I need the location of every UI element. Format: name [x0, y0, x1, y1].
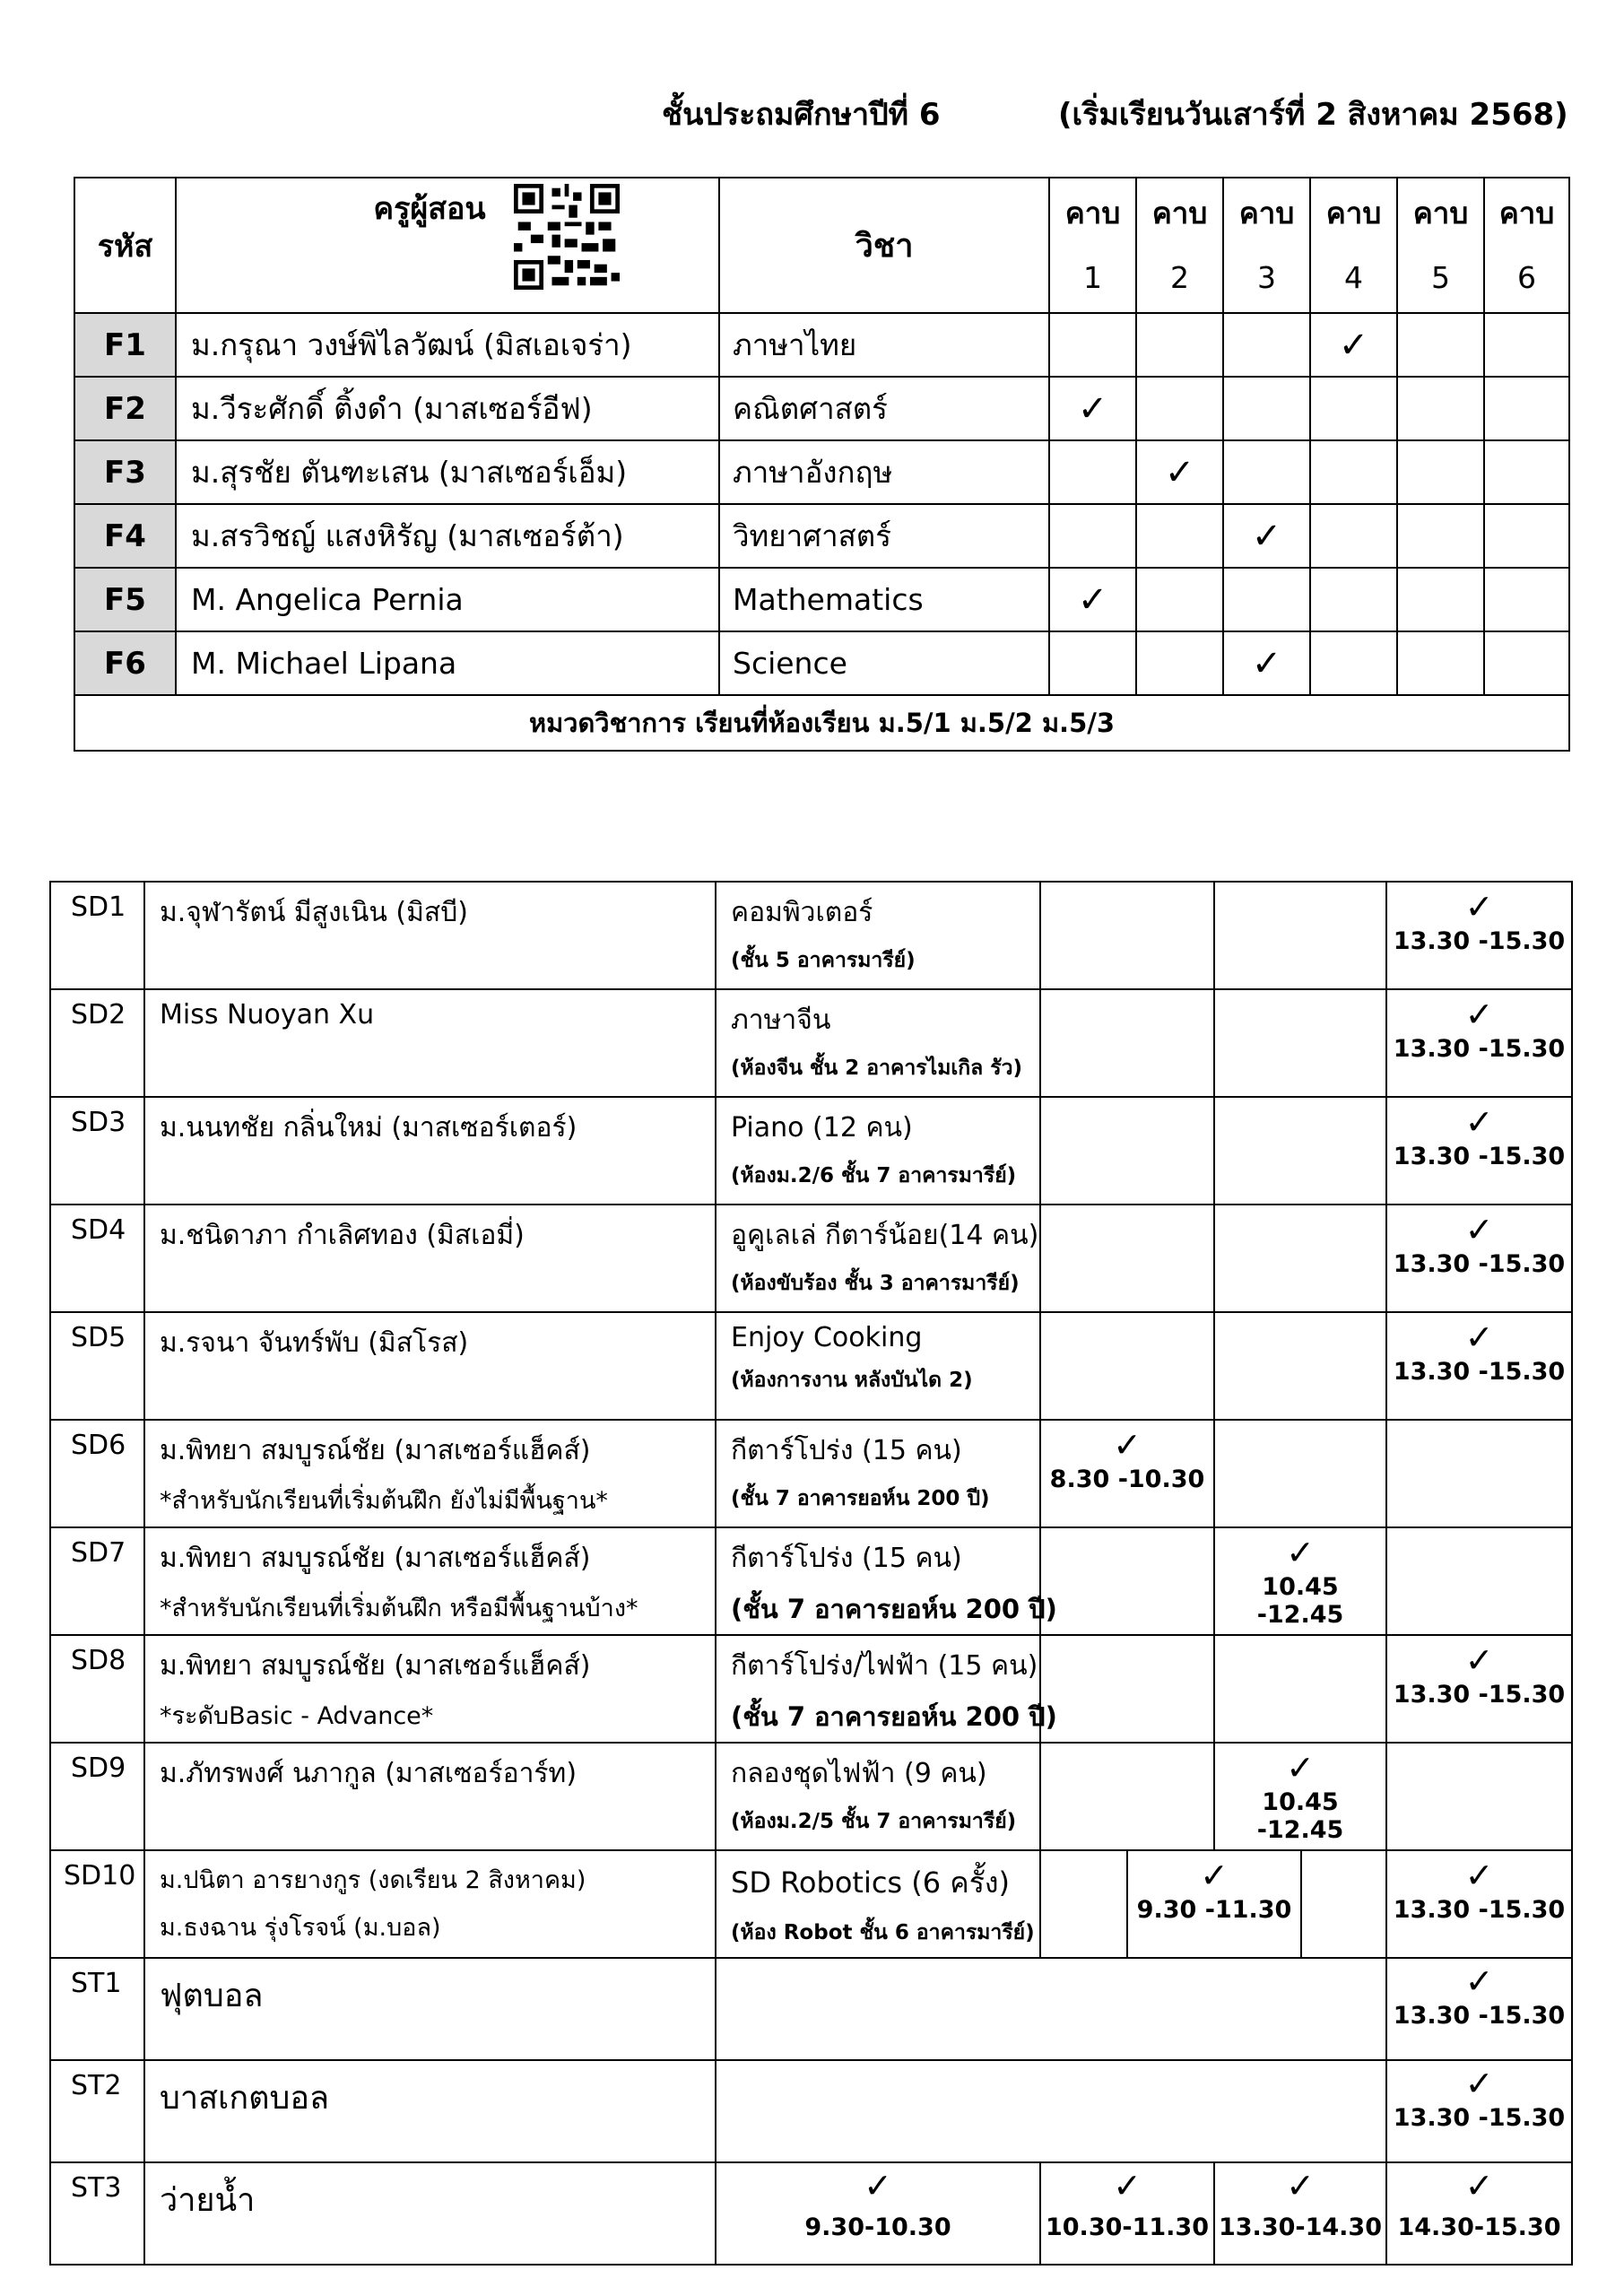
row-code: SD6	[50, 1420, 144, 1527]
time-range: 13.30 -15.30	[1393, 1896, 1566, 1924]
time-range: 13.30 -15.30	[1393, 2104, 1566, 2132]
check-mark-icon: ✓	[1464, 1102, 1494, 1142]
period-cell	[1310, 568, 1397, 631]
check-mark-icon: ✓	[1223, 504, 1310, 568]
check-mark-icon: ✓	[1286, 1533, 1315, 1572]
period-cell	[1397, 504, 1484, 568]
teacher-cell	[144, 1312, 716, 1420]
subject-name: อูคูเลเล่ กีตาร์น้อย(14 คน)	[731, 1220, 1039, 1251]
period-cell	[1136, 377, 1223, 440]
subject-cell	[716, 1205, 1040, 1312]
empty-slot	[1040, 1205, 1214, 1312]
period-word: คาบ	[1412, 195, 1469, 230]
empty-slot	[716, 2060, 1386, 2162]
room-location: (ชั้น 7 อาคารยอห์น 200 ปี)	[731, 1594, 1057, 1624]
time-range: 10.45 -12.45	[1256, 1788, 1344, 1844]
row-code: F4	[74, 504, 176, 568]
teacher-name: ม.กรุณา วงษ์พิไลวัฒน์ (มิสเอเจร่า)	[176, 313, 719, 377]
col-subject-header: วิชา	[719, 178, 1049, 313]
check-mark-icon: ✓	[1310, 313, 1397, 377]
sport-name: บาสเกตบอล	[144, 2060, 716, 2162]
period-cell	[1397, 631, 1484, 695]
period-cell	[1136, 631, 1223, 695]
check-mark-icon: ✓	[1049, 568, 1136, 631]
period-cell	[1484, 631, 1569, 695]
teacher-note: *ระดับBasic - Advance*	[160, 1702, 434, 1730]
col-teacher-header	[176, 178, 719, 313]
teacher-name: ม.จุฬารัตน์ มีสูงเนิน (มิสบี)	[160, 897, 468, 928]
check-mark-icon: ✓	[1464, 2166, 1494, 2205]
teacher-note: *สำหรับนักเรียนที่เริ่มต้นฝึก ยังไม่มีพื้นฐาน*	[160, 1487, 608, 1515]
teacher-cell	[144, 1635, 716, 1743]
empty-slot	[1040, 882, 1214, 989]
check-mark-icon: ✓	[1286, 2166, 1315, 2205]
empty-slot	[1214, 1420, 1386, 1527]
table-row	[74, 440, 1569, 504]
check-mark-icon: ✓	[1464, 887, 1494, 926]
check-mark-icon: ✓	[1464, 1318, 1494, 1357]
teacher-name: ม.ชนิดาภา กำเลิศทอง (มิสเอมี่)	[160, 1220, 525, 1251]
period-cell	[1049, 440, 1136, 504]
teacher-cell	[144, 882, 716, 989]
check-mark-icon: ✓	[1113, 2166, 1142, 2205]
subject-cell	[716, 1527, 1057, 1635]
subject-name: กลองชุดไฟฟ้า (9 คน)	[731, 1758, 987, 1789]
period-cell	[1223, 440, 1310, 504]
check-mark-icon: ✓	[1113, 1425, 1142, 1465]
time-range: 10.45 -12.45	[1256, 1573, 1344, 1629]
subject-name: คอมพิวเตอร์	[731, 897, 873, 928]
table-row	[50, 882, 1572, 989]
check-mark-icon: ✓	[1464, 995, 1494, 1034]
time-range: 13.30 -15.30	[1393, 2002, 1566, 2030]
table-row	[50, 1850, 1572, 1958]
empty-slot	[1040, 1743, 1214, 1850]
time-slot	[1214, 1527, 1386, 1635]
period-cell	[1223, 313, 1310, 377]
teacher-name: ม.วีระศักดิ์ ติ้งดำ (มาสเซอร์อีฟ)	[176, 377, 719, 440]
row-code: SD2	[50, 989, 144, 1097]
time-slot	[1386, 2162, 1572, 2265]
subject-name: กีตาร์โปร่ง/ไฟฟ้า (15 คน)	[731, 1650, 1038, 1682]
time-range: 13.30 -15.30	[1393, 1143, 1566, 1170]
period-cell	[1049, 631, 1136, 695]
room-location: (ชั้น 7 อาคารยอห์น 200 ปี)	[731, 1487, 990, 1510]
period-number: 1	[1083, 259, 1102, 295]
col-code-header: รหัส	[74, 178, 176, 313]
teacher-name: M. Michael Lipana	[176, 631, 719, 695]
empty-slot	[1214, 1097, 1386, 1205]
teacher-name: ม.พิทยา สมบูรณ์ชัย (มาสเซอร์แฮ็คส์)	[160, 1650, 591, 1682]
period-cell	[1310, 631, 1397, 695]
time-slot	[1040, 2162, 1214, 2265]
subject-name: คณิตศาสตร์	[719, 377, 1049, 440]
period-header-4	[1310, 178, 1397, 313]
period-word: คาบ	[1151, 195, 1208, 230]
room-location: (ห้องม.2/5 ชั้น 7 อาคารมารีย์)	[731, 1810, 1017, 1833]
time-slot	[1386, 1205, 1572, 1312]
empty-slot	[1386, 1420, 1572, 1527]
empty-slot	[1301, 1850, 1386, 1958]
subject-name: SD Robotics (6 ครั้ง)	[731, 1866, 1010, 1900]
row-code: SD7	[50, 1527, 144, 1635]
empty-slot	[1214, 1312, 1386, 1420]
subject-name: Mathematics	[719, 568, 1049, 631]
empty-slot	[1214, 989, 1386, 1097]
teacher-name: ม.นนทชัย กลิ่นใหม่ (มาสเซอร์เตอร์)	[160, 1112, 578, 1144]
teacher-name: ม.ภัทรพงศ์ นภากูล (มาสเซอร์อาร์ท)	[160, 1758, 578, 1789]
period-header-5	[1397, 178, 1484, 313]
time-slot	[1040, 1420, 1214, 1527]
time-range: 13.30 -15.30	[1393, 927, 1566, 955]
row-code: F2	[74, 377, 176, 440]
teacher-note: *สำหรับนักเรียนที่เริ่มต้นฝึก หรือมีพื้นฐานบ้าง*	[160, 1595, 638, 1622]
room-location: (ห้องจีน ชั้น 2 อาคารไมเกิล รัว)	[731, 1057, 1023, 1080]
period-cell	[1223, 377, 1310, 440]
teacher-cell	[144, 989, 716, 1097]
check-mark-icon: ✓	[1464, 2064, 1494, 2103]
table-row	[50, 1527, 1572, 1635]
sport-name: ว่ายน้ำ	[144, 2162, 716, 2265]
empty-slot	[716, 1958, 1386, 2060]
empty-slot	[1386, 1527, 1572, 1635]
time-slot	[1127, 1850, 1301, 1958]
time-slot	[1386, 882, 1572, 989]
period-header-6	[1484, 178, 1569, 313]
row-code: F5	[74, 568, 176, 631]
subject-name: กีตาร์โปร่ง (15 คน)	[731, 1435, 962, 1466]
period-cell	[1310, 377, 1397, 440]
empty-slot	[1040, 1527, 1214, 1635]
empty-slot	[1040, 1850, 1127, 1958]
time-range: 9.30 -11.30	[1136, 1896, 1292, 1924]
start-date: (เริ่มเรียนวันเสาร์ที่ 2 สิงหาคม 2568)	[1058, 97, 1568, 133]
period-cell	[1049, 504, 1136, 568]
period-cell	[1484, 568, 1569, 631]
row-code: SD3	[50, 1097, 144, 1205]
check-mark-icon: ✓	[1464, 1210, 1494, 1249]
table-row	[50, 1205, 1572, 1312]
table-row	[74, 504, 1569, 568]
table-row	[50, 1958, 1572, 2060]
check-mark-icon: ✓	[1286, 1748, 1315, 1787]
check-mark-icon: ✓	[1200, 1856, 1229, 1895]
time-range: 8.30 -10.30	[1049, 1465, 1205, 1493]
teacher-name: ม.พิทยา สมบูรณ์ชัย (มาสเซอร์แฮ็คส์)	[160, 1543, 591, 1574]
subject-cell	[716, 1850, 1040, 1958]
subject-name: Science	[719, 631, 1049, 695]
time-slot	[716, 2162, 1040, 2265]
table-row	[50, 1420, 1572, 1527]
table-row	[50, 1312, 1572, 1420]
period-cell	[1136, 568, 1223, 631]
subject-cell	[716, 1635, 1057, 1743]
period-cell	[1397, 440, 1484, 504]
row-code: SD1	[50, 882, 144, 989]
row-code: ST3	[50, 2162, 144, 2265]
row-code: SD8	[50, 1635, 144, 1743]
subject-name: ภาษาไทย	[719, 313, 1049, 377]
teacher-name: M. Angelica Pernia	[176, 568, 719, 631]
time-slot	[1386, 989, 1572, 1097]
table-row	[50, 1743, 1572, 1850]
room-location: (ชั้น 7 อาคารยอห์น 200 ปี)	[731, 1701, 1057, 1732]
room-location: (ชั้น 5 อาคารมารีย์)	[731, 949, 916, 972]
table-row	[50, 2060, 1572, 2162]
period-number: 4	[1344, 259, 1363, 295]
teacher-name: ม.ปนิตา อารยางกูร (งดเรียน 2 สิงหาคม)	[160, 1866, 586, 1894]
time-slot	[1214, 2162, 1386, 2265]
subject-name: ภาษาจีน	[731, 1004, 831, 1036]
subject-name: ภาษาอังกฤษ	[719, 440, 1049, 504]
period-header-3	[1223, 178, 1310, 313]
period-number: 2	[1170, 259, 1189, 295]
time-range: 10.30-11.30	[1045, 2213, 1209, 2241]
time-range: 9.30-10.30	[804, 2213, 951, 2241]
teacher-name: ม.รจนา จันทร์พับ (มิสโรส)	[160, 1327, 469, 1359]
check-mark-icon: ✓	[1049, 377, 1136, 440]
period-number: 5	[1431, 259, 1450, 295]
period-cell	[1049, 313, 1136, 377]
time-slot	[1386, 1635, 1572, 1743]
row-code: ST1	[50, 1958, 144, 2060]
table-row	[74, 631, 1569, 695]
activity-table	[49, 881, 1573, 2266]
teacher-name-2: ม.ธงฉาน รุ่งโรจน์ (ม.บอล)	[160, 1914, 441, 1942]
period-cell	[1484, 440, 1569, 504]
teacher-name: Miss Nuoyan Xu	[160, 999, 375, 1031]
table-row	[50, 1635, 1572, 1743]
period-cell	[1484, 313, 1569, 377]
table-row	[74, 568, 1569, 631]
period-cell	[1223, 568, 1310, 631]
time-range: 13.30 -15.30	[1393, 1035, 1566, 1063]
period-cell	[1484, 377, 1569, 440]
time-range: 14.30-15.30	[1397, 2213, 1561, 2241]
period-cell	[1397, 377, 1484, 440]
subject-name: กีตาร์โปร่ง (15 คน)	[731, 1543, 962, 1574]
row-code: SD10	[50, 1850, 144, 1958]
table-row	[74, 377, 1569, 440]
location-note: หมวดวิชาการ เรียนที่ห้องเรียน ม.5/1 ม.5/2 ม.5/3	[74, 695, 1569, 751]
teacher-cell	[144, 1205, 716, 1312]
empty-slot	[1214, 1205, 1386, 1312]
time-slot	[1386, 1958, 1572, 2060]
room-location: (ห้องม.2/6 ชั้น 7 อาคารมารีย์)	[731, 1164, 1017, 1187]
row-code: ST2	[50, 2060, 144, 2162]
time-slot	[1386, 1850, 1572, 1958]
empty-slot	[1386, 1743, 1572, 1850]
check-mark-icon: ✓	[1136, 440, 1223, 504]
room-location: (ห้องขับร้อง ชั้น 3 อาคารมารีย์)	[731, 1272, 1020, 1295]
check-mark-icon: ✓	[1464, 1640, 1494, 1680]
teacher-cell	[144, 1850, 716, 1958]
sport-name: ฟุตบอล	[144, 1958, 716, 2060]
table-row	[50, 989, 1572, 1097]
period-word: คาบ	[1238, 195, 1295, 230]
core-subjects-table	[74, 177, 1570, 752]
teacher-cell	[144, 1097, 716, 1205]
period-number: 3	[1257, 259, 1276, 295]
time-slot	[1386, 1312, 1572, 1420]
time-slot	[1386, 1097, 1572, 1205]
row-code: SD5	[50, 1312, 144, 1420]
period-number: 6	[1517, 259, 1536, 295]
period-cell	[1484, 504, 1569, 568]
subject-cell	[716, 882, 1040, 989]
subject-cell	[716, 989, 1040, 1097]
row-code: F3	[74, 440, 176, 504]
empty-slot	[1214, 1635, 1386, 1743]
period-word: คาบ	[1064, 195, 1121, 230]
period-header-2	[1136, 178, 1223, 313]
teacher-cell	[144, 1420, 716, 1527]
time-range: 13.30-14.30	[1218, 2213, 1382, 2241]
period-cell	[1136, 504, 1223, 568]
check-mark-icon: ✓	[1464, 1856, 1494, 1895]
teacher-cell	[144, 1743, 716, 1850]
table-row	[50, 2162, 1572, 2265]
time-slot	[1214, 1743, 1386, 1850]
row-code: SD4	[50, 1205, 144, 1312]
empty-slot	[1040, 1097, 1214, 1205]
subject-cell	[716, 1743, 1040, 1850]
time-slot	[1386, 2060, 1572, 2162]
check-mark-icon: ✓	[1464, 1961, 1494, 2001]
subject-cell	[716, 1312, 1040, 1420]
time-range: 13.30 -15.30	[1393, 1250, 1566, 1278]
subject-cell	[716, 1420, 1040, 1527]
table-row	[74, 313, 1569, 377]
period-header-1	[1049, 178, 1136, 313]
row-code: F1	[74, 313, 176, 377]
empty-slot	[1040, 989, 1214, 1097]
period-cell	[1397, 313, 1484, 377]
header-row	[74, 178, 1569, 313]
footer-row	[74, 695, 1569, 751]
period-cell	[1136, 313, 1223, 377]
period-word: คาบ	[1498, 195, 1555, 230]
subject-name: Enjoy Cooking	[731, 1322, 923, 1353]
teacher-name: ม.สรวิชญ์ แสงหิรัญ (มาสเซอร์ต้า)	[176, 504, 719, 568]
empty-slot	[1214, 882, 1386, 989]
table-row	[50, 1097, 1572, 1205]
check-mark-icon: ✓	[1223, 631, 1310, 695]
subject-name: วิทยาศาสตร์	[719, 504, 1049, 568]
row-code: SD9	[50, 1743, 144, 1850]
subject-name: Piano (12 คน)	[731, 1112, 913, 1144]
qr-code-icon	[513, 184, 621, 290]
teacher-cell	[144, 1527, 716, 1635]
teacher-header-label: ครูผู้สอน	[373, 191, 486, 227]
empty-slot	[1040, 1312, 1214, 1420]
period-cell	[1310, 440, 1397, 504]
period-word: คาบ	[1325, 195, 1382, 230]
period-cell	[1397, 568, 1484, 631]
subject-cell	[716, 1097, 1040, 1205]
row-code: F6	[74, 631, 176, 695]
grade-title: ชั้นประถมศึกษาปีที่ 6	[662, 97, 941, 133]
teacher-name: ม.สุรชัย ตันฑะเสน (มาสเซอร์เอ็ม)	[176, 440, 719, 504]
room-location: (ห้องการงาน หลังบันได 2)	[731, 1369, 973, 1392]
time-range: 13.30 -15.30	[1393, 1681, 1566, 1709]
room-location: (ห้อง Robot ชั้น 6 อาคารมารีย์)	[731, 1921, 1035, 1944]
time-range: 13.30 -15.30	[1393, 1358, 1566, 1386]
period-cell	[1310, 504, 1397, 568]
empty-slot	[1040, 1635, 1214, 1743]
check-mark-icon: ✓	[864, 2166, 892, 2205]
teacher-name: ม.พิทยา สมบูรณ์ชัย (มาสเซอร์แฮ็คส์)	[160, 1435, 591, 1466]
